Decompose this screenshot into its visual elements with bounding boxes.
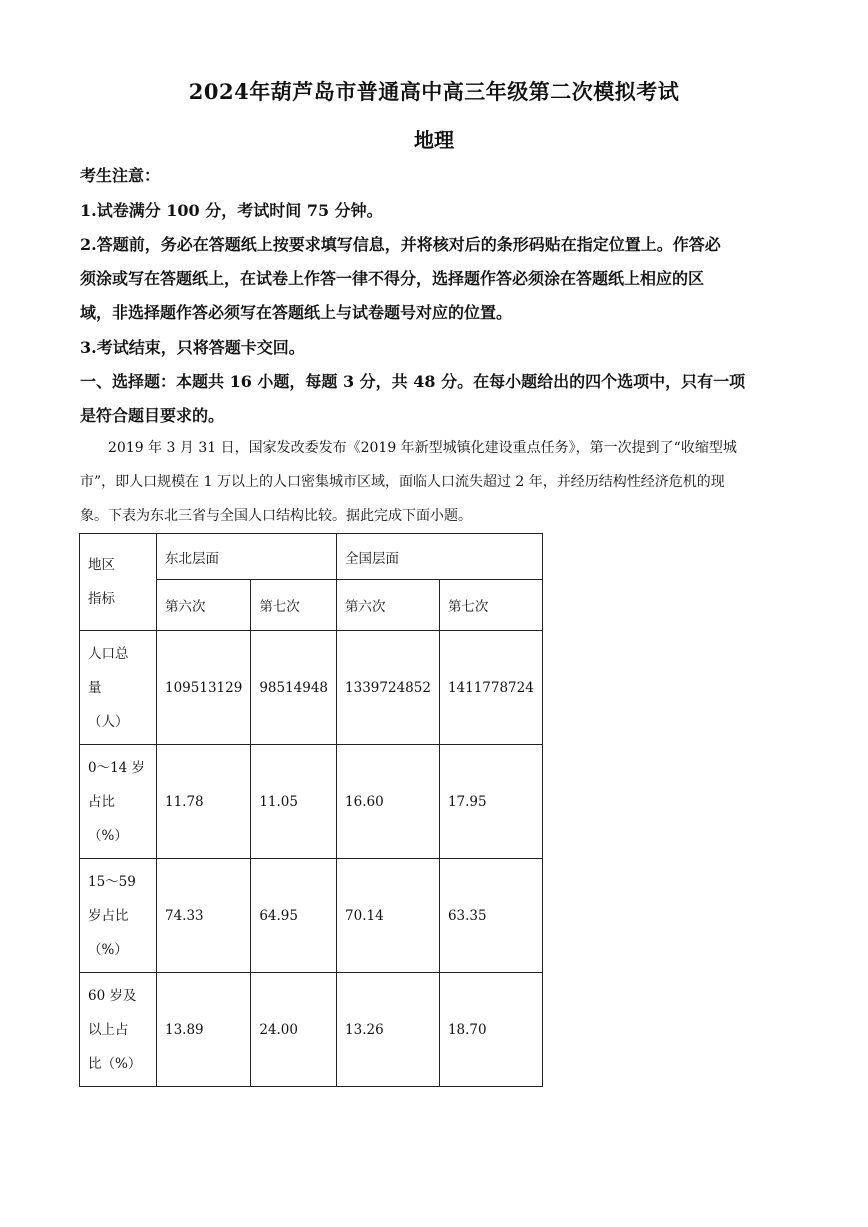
row-label-line: （%） (88, 941, 128, 958)
subheader-cell: 第七次 (251, 580, 337, 631)
table-cell: 74.33 (157, 859, 251, 973)
table-cell: 109513129 (157, 631, 251, 745)
row-label-line: （人） (88, 713, 129, 730)
section-heading-cont: 是符合题目要求的。 (80, 406, 225, 425)
row-label-line: 占比 (88, 793, 115, 810)
table-cell: 63.35 (439, 859, 542, 973)
table-cell: 16.60 (337, 745, 440, 859)
table-cell: 1339724852 (337, 631, 440, 745)
notice-heading: 考生注意： (80, 166, 161, 185)
corner-indicator-label: 指标 (88, 591, 115, 607)
table-cell: 18.70 (439, 973, 542, 1087)
row-label-line: 60 岁及 (88, 987, 137, 1004)
subheader-cell: 第六次 (157, 580, 251, 631)
row-label-line: （%） (88, 827, 128, 844)
row-label-line: 0～14 岁 (88, 759, 146, 776)
table-cell: 64.95 (251, 859, 337, 973)
passage-line-2: 市”，即人口规模在 1 万以上的人口密集城市区域，面临人口流失超过 2 年，并经历结构性经济危机的现 (80, 474, 725, 490)
row-label-line: 以上占 (88, 1021, 129, 1038)
table-row (80, 859, 543, 973)
group-header-national: 全国层面 (337, 534, 543, 580)
table-cell: 1411778724 (439, 631, 542, 745)
row-label-line: 量 (88, 679, 102, 696)
table-cell: 24.00 (251, 973, 337, 1087)
notice-item-2: 2.答题前，务必在答题纸上按要求填写信息，并将核对后的条形码贴在指定位置上。作答必 (80, 235, 721, 254)
table-row (80, 973, 543, 1087)
notice-item-2-cont: 域，非选择题作答必须写在答题纸上与试卷题号对应的位置。 (80, 303, 513, 322)
row-label (80, 745, 157, 859)
table-cell: 13.89 (157, 973, 251, 1087)
corner-region-label: 地区 (88, 557, 115, 573)
group-header-northeast: 东北层面 (157, 534, 337, 580)
notice-item-1: 1.试卷满分 100 分，考试时间 75 分钟。 (80, 201, 383, 220)
notice-item-3: 3.考试结束，只将答题卡交回。 (80, 338, 305, 357)
exam-title: 2024年葫芦岛市普通高中高三年级第二次模拟考试 (188, 79, 680, 104)
row-label (80, 859, 157, 973)
table-row (80, 745, 543, 859)
row-label-line: 岁占比 (88, 907, 129, 924)
table-header-row (80, 534, 543, 580)
exam-subject: 地理 (414, 128, 454, 152)
passage-line-3: 象。下表为东北三省与全国人口结构比较。据此完成下面小题。 (80, 508, 472, 524)
row-label (80, 631, 157, 745)
row-label-line: 人口总 (88, 645, 129, 662)
subheader-cell: 第七次 (439, 580, 542, 631)
row-label-line: 15～59 (88, 873, 136, 890)
table-cell: 11.78 (157, 745, 251, 859)
population-table (79, 533, 543, 1087)
table-cell: 17.95 (439, 745, 542, 859)
notice-item-2-cont: 须涂或写在答题纸上，在试卷上作答一律不得分，选择题作答必须涂在答题纸上相应的区 (80, 269, 705, 288)
section-heading: 一、选择题：本题共 16 小题，每题 3 分，共 48 分。在每小题给出的四个选项中，只有一项 (80, 372, 746, 391)
table-cell: 98514948 (251, 631, 337, 745)
subheader-cell: 第六次 (337, 580, 440, 631)
table-row (80, 631, 543, 745)
passage-line-1: 2019 年 3 月 31 日，国家发改委发布《2019 年新型城镇化建设重点任务》，第一次提到了“收缩型城 (108, 440, 737, 456)
table-cell: 11.05 (251, 745, 337, 859)
row-label-line: 比（%） (88, 1055, 142, 1072)
table-cell: 70.14 (337, 859, 440, 973)
corner-cell (80, 534, 157, 631)
table-cell: 13.26 (337, 973, 440, 1087)
row-label (80, 973, 157, 1087)
